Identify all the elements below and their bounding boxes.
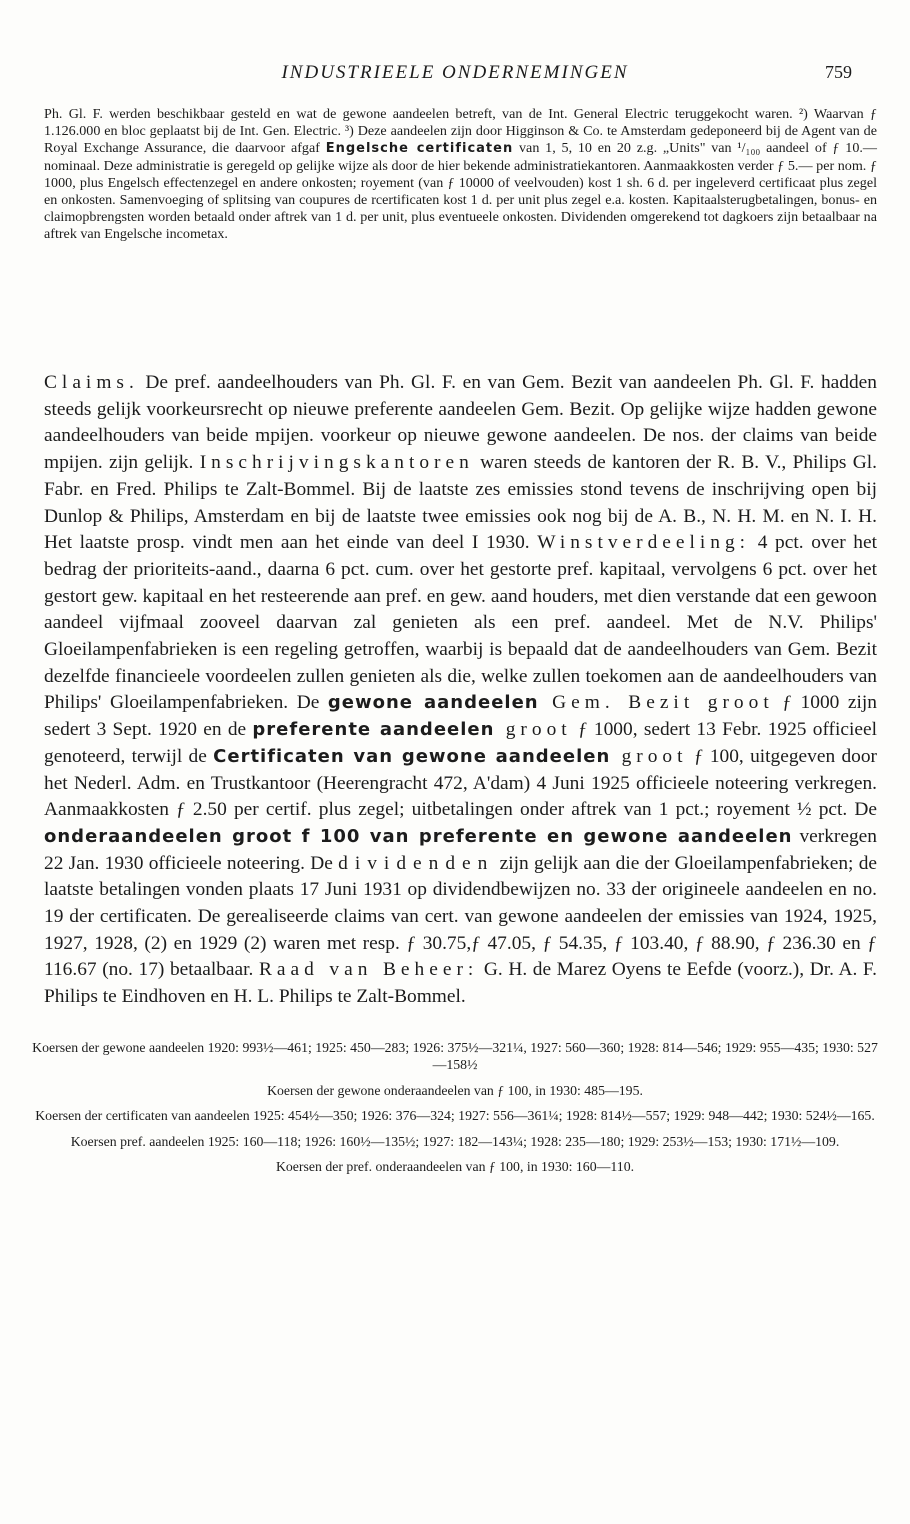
footnote-emphasis: Engelsche certificaten: [325, 141, 514, 157]
koersen-pref-onderaandeelen: Koersen der pref. onderaandeelen van ƒ 100, in 1930: 160—110.: [275, 1159, 635, 1175]
body-text-6: ƒ 100, uitgegeven door het Nederl. Adm. en Trustkantoor (Heerengracht 472, A'dam) 4 Juni 1925 officieele noteering verkregen. Aanmaakkosten ƒ 2.50 per certif. plus zegel; uitbetalingen onder aftrek van 1 pct.; royement ½ pct. De: [44, 745, 878, 821]
body-text-2: waren steeds de kantoren der R. B. V., Philips Gl. Fabr. en Fred. Philips te Zalt-Bommel. Bij de laatste zes emissies stond tevens de inschrijving open bij Dunlop & Philips, Amsterdam en bij de laatste twee emissies ook nog bij de A. B., N. H. M. en N. I. H. Het laatste prosp. vindt men aan het einde van deel I 1930.: [44, 452, 877, 554]
dividenden-heading: dividenden: [338, 852, 495, 874]
preferente-aandeelen-emphasis: preferente aandeelen: [252, 719, 495, 741]
certificaten-emphasis: Certificaten van gewone aandeelen: [213, 745, 611, 767]
koersen-gewone-onderaandeelen: Koersen der gewone onderaandeelen van ƒ 100, in 1930: 485—195.: [267, 1082, 643, 1098]
running-title: INDUSTRIEELE ONDERNEMINGEN: [281, 62, 629, 83]
koersen-certificaten: Koersen der certificaten van aandeelen 1925: 454½—350; 1926: 376—324; 1927: 556—361¼; 1928: 814½—557; 1929: 948—442; 1930: 524½—165.: [35, 1108, 875, 1124]
winstverdeeling-heading: Winstverdeeling:: [537, 532, 751, 554]
spaced-text-2: groot: [494, 719, 572, 741]
main-body-paragraph: [44, 370, 877, 1011]
body-text-5: ƒ 1000, sedert 13 Febr. 1925 officieel genoteerd, terwijl de: [44, 719, 877, 767]
gewone-aandeelen-emphasis: gewone aandeelen: [327, 692, 539, 714]
koersen-gewone-aandeelen: Koersen der gewone aandeelen 1920: 993½—461; 1925: 450—283; 1926: 375½—321¼, 1927: 560—360; 1928: 814—546; 1929: 955—435; 1930: 527—158½: [32, 1040, 878, 1073]
koersen-block: [30, 1039, 880, 1175]
body-text-9: G. H. de Marez Oyens te Eefde (voorz.), Dr. A. F. Philips te Eindhoven en H. L. Philips te Zalt-Bommel.: [44, 959, 877, 1008]
body-text-3: 4 pct. over het bedrag der prioriteits-aand., daarna 6 pct. cum. over het gestorte pref. kapitaal, vervolgens 6 pct. over het gestort gew. kapitaal en het resteerende aan pref. en gew. aand houders, met dien verstande dat een gewoon aandeel vijfmaal zooveel daarvan zal genieten als een pref. aandeel. Met de N.V. Philips' Gloeilampenfabrieken is een regeling getroffen, waarbij is bepaald dat de aandeelhouders van Gem. Bezit dezelfde financieele voordeelen zullen genieten als die, welke zullen toekomen aan de aandeelhouders van Philips' Gloeilampenfabrieken. De: [44, 532, 877, 714]
body-text-8: zijn gelijk aan die der Gloeilampenfabrieken; de laatste betalingen vonden plaats 17 Juni 1931 op dividendbewijzen no. 33 der origineele aandeelen en no. 19 der certificaten. De gerealiseerde claims van cert. van gewone aandeelen der emissies van 1924, 1925, 1927, 1928, (2) en 1929 (2) waren met resp. ƒ 30.75,ƒ 47.05, ƒ 54.35, ƒ 103.40, ƒ 88.90, ƒ 236.30 en ƒ 116.67 (no. 17) betaalbaar.: [44, 852, 878, 981]
onderaandeelen-emphasis: onderaandeelen groot f 100 van preferente en gewone aandeelen: [44, 825, 793, 847]
footnote-text-2: van 1, 5, 10 en 20 z.g. „Units" van ¹/₁₀₀ aandeel of ƒ 10.— nominaal. Deze administratie is geregeld op gelijke wijze als door de hier bekende administratiekantoren. Aanmaakkosten verder ƒ 5.— per nom. ƒ 1000, plus Engelsch effectenzegel en andere onkosten; royement (van ƒ 10000 of veelvouden) kost 1 sh. 6 d. per ingeleverd certificaat plus zegel en onkosten. Samenvoeging of splitsing van coupures de rcertificaten kost 1 d. per unit plus zegel e.a. kosten. Kapitaalsterugbetalingen, bonus- en claimopbrengsten worden betaald onder aftrek van 1 d. per unit, plus eventueele onkosten. Dividenden omgerekend tot dagkoers zijn betaalbaar na aftrek van Engelsche incometax.: [44, 140, 877, 243]
raad-van-beheer-heading: Raad van Beheer:: [258, 959, 479, 981]
spaced-text-3: groot: [610, 745, 688, 767]
body-text-1: De pref. aandeelhouders van Ph. Gl. F. en van Gem. Bezit van aandeelen Ph. Gl. F. hadden steeds gelijk voorkeursrecht op nieuwe preferente aandeelen Gem. Bezit. Op gelijke wijze hadden gewone aandeelhouders van beide mpijen. voorkeur op nieuwe gewone aandeelen. De nos. der claims van beide mpijen. zijn gelijk.: [44, 372, 877, 474]
running-header: [0, 58, 910, 88]
page-number: 759: [825, 62, 852, 82]
spaced-text-1: Gem. Bezit groot: [538, 692, 774, 714]
body-text-7: verkregen 22 Jan. 1930 officieele noteering. De: [44, 825, 877, 874]
footnote-block: [44, 106, 877, 244]
footnote-text-1: Ph. Gl. F. werden beschikbaar gesteld en wat de gewone aandeelen betreft, van de Int. General Electric teruggekocht waren. ²) Waarvan ƒ 1.126.000 en bloc geplaatst bij de Int. Gen. Electric. ³) Deze aandeelen zijn door Higginson & Co. te Amsterdam gedeponeerd bij de Agent van de Royal Exchange Assurance, die daarvoor afgaf: [44, 106, 877, 157]
inschrijvingskantoren-heading: Inschrijvingskantoren: [199, 452, 474, 474]
koersen-pref-aandeelen: Koersen pref. aandeelen 1925: 160—118; 1926: 160½—135½; 1927: 182—143¼; 1928: 235—180; 1929: 253½—153; 1930: 171½—109.: [70, 1133, 840, 1149]
body-text-4: ƒ 1000 zijn sedert 3 Sept. 1920 en de: [44, 692, 877, 741]
claims-heading: Claims.: [44, 372, 139, 393]
